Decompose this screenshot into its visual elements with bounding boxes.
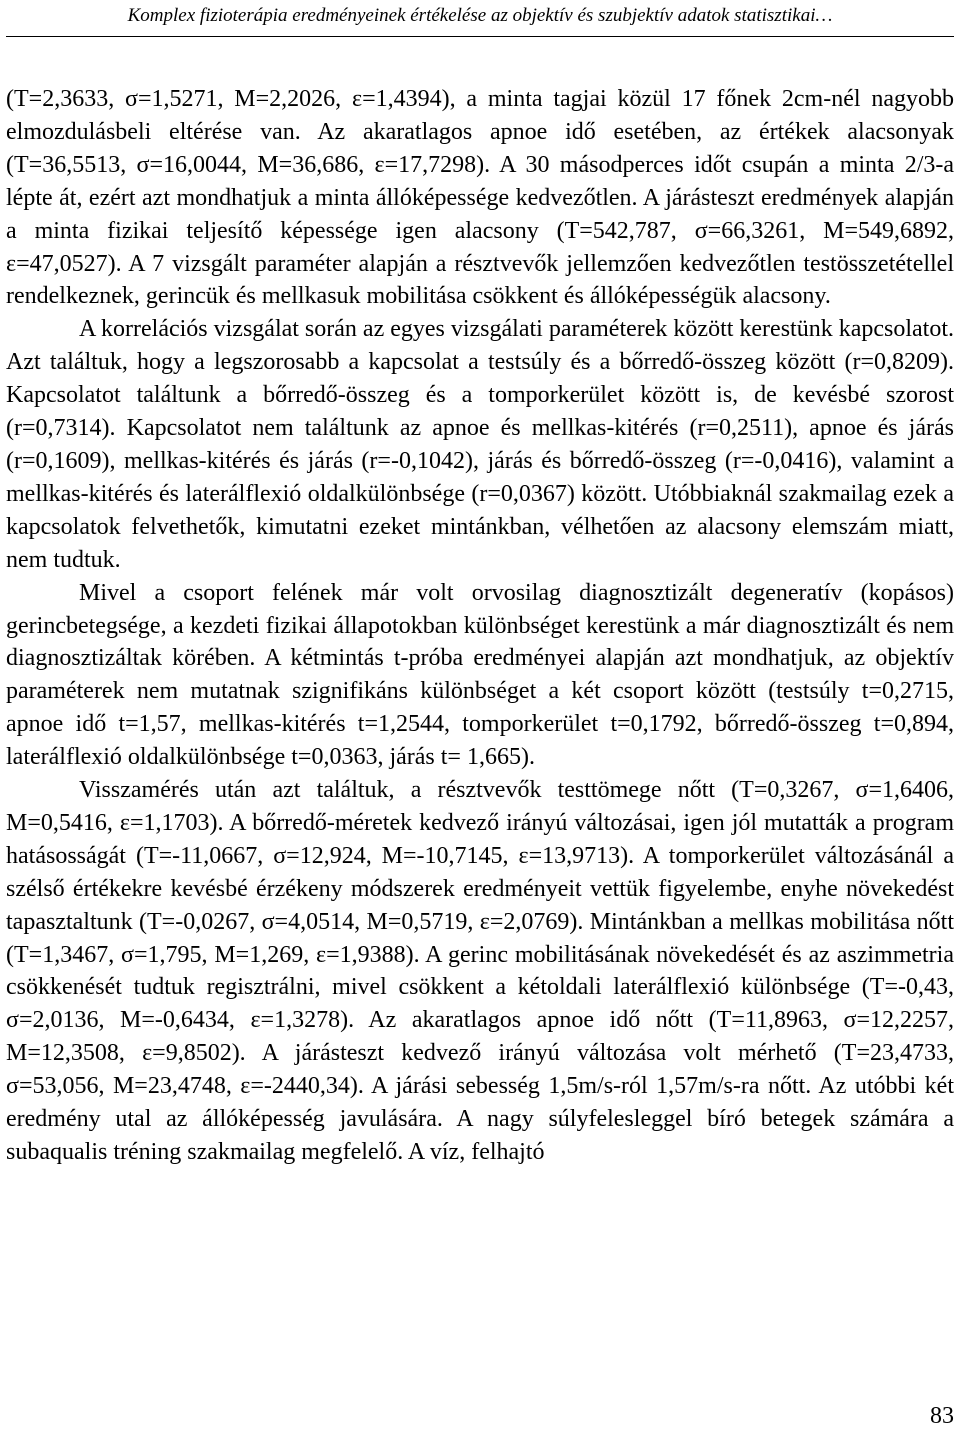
running-header-title: Komplex fizioterápia eredményeinek értékelése az objektív és szubjektív adatok statisztikai…: [127, 5, 833, 26]
running-header: [6, 0, 954, 37]
paragraph-3: Mivel a csoport felének már volt orvosilag diagnosztizált degeneratív (kopásos) gerincbetegsége, a kezdeti fizikai állapotokban különbséget kerestünk a már diagnosztizált és nem diagnosztizáltak körében. A kétmintás t-próba eredményei alapján azt mondhatjuk, az objektív paraméterek nem mutatnak szignifikáns különbséget a két csoport között (testsúly t=0,2715, apnoe idő t=1,57, mellkas-kitérés t=1,2544, tomporkerület t=0,1792, bőrredő-összeg t=0,894, laterálflexió oldalkülönbsége t=0,0363, járás t= 1,665).: [6, 579, 954, 771]
paragraph-4: Visszamérés után azt találtuk, a résztvevők testtömege nőtt (T=0,3267, σ=1,6406, M=0,5416, ε=1,1703). A bőrredő-méretek kedvező irányú változásai, igen jól mutatták a program hatásosságát (T=-11,0667, σ=12,924, M=-10,7145, ε=13,9713). A tomporkerület változásánál a szélső értékekre kevésbé érzékeny módszerek eredményeit vettük figyelembe, enyhe növekedést tapasztaltunk (T=-0,0267, σ=4,0514, M=0,5719, ε=2,0769). Mintánkban a mellkas mobilitása nőtt (T=1,3467, σ=1,795, M=1,269, ε=1,9388). A gerinc mobilitásának növekedését és az aszimmetria csökkenését tudtuk regisztrálni, mivel csökkent a kétoldali laterálflexió különbsége (T=-0,43, σ=2,0136, M=-0,6434, ε=1,3278). Az akaratlagos apnoe idő nőtt (T=11,8963, σ=12,2257, M=12,3508, ε=9,8502). A járásteszt kedvező irányú változása volt mérhető (T=23,4733, σ=53,056, M=23,4748, ε=-2440,34). A járási sebesség 1,5m/s-ról 1,57m/s-ra nőtt. Az utóbbi két eredmény utal az állóképesség javulására. A nagy súlyfelesleggel bíró betegek számára a subaqualis tréning szakmailag megfelelő. A víz, felhajtó: [6, 777, 954, 1165]
paragraph-2: A korrelációs vizsgálat során az egyes vizsgálati paraméterek között kerestünk kapcsolatot. Azt találtuk, hogy a legszorosabb a kapcsolat a testsúly és a bőrredő-összeg között (r=0,8209). Kapcsolatot találtunk a bőrredő-összeg és a tomporkerület között is, de kevésbé szorost (r=0,7314). Kapcsolatot nem találtunk az apnoe és mellkas-kitérés (r=0,2511), apnoe és járás (r=0,1609), mellkas-kitérés és járás (r=-0,1042), járás és bőrredő-összeg (r=-0,0416), valamint a mellkas-kitérés és laterálflexió oldalkülönbsége (r=0,0367) között. Utóbbiaknál szakmailag ezek a kapcsolatok felvethetők, kimutatni ezeket mintánkban, vélhetően az alacsony elemszám miatt, nem tudtuk.: [6, 316, 955, 573]
body-text: [6, 83, 954, 1169]
page-number: 83: [930, 1403, 954, 1429]
paragraph-1: (T=2,3633, σ=1,5271, M=2,2026, ε=1,4394), a minta tagjai közül 17 főnek 2cm-nél nagyobb elmozdulásbeli eltérése van. Az akaratlagos apnoe idő esetében, az értékek alacsonyak (T=36,5513, σ=16,0044, M=36,686, ε=17,7298). A 30 másodperces időt csupán a minta 2/3-a lépte át, ezért azt mondhatjuk a minta állóképessége kedvezőtlen. A járásteszt eredmények alapján a minta fizikai teljesítő képessége igen alacsony (T=542,787, σ=66,3261, M=549,6892, ε=47,0527). A 7 vizsgált paraméter alapján a résztvevők jellemzően kedvezőtlen testösszetétellel rendelkeznek, gerincük és mellkasuk mobilitása csökkent és állóképességük alacsony.: [6, 86, 954, 310]
